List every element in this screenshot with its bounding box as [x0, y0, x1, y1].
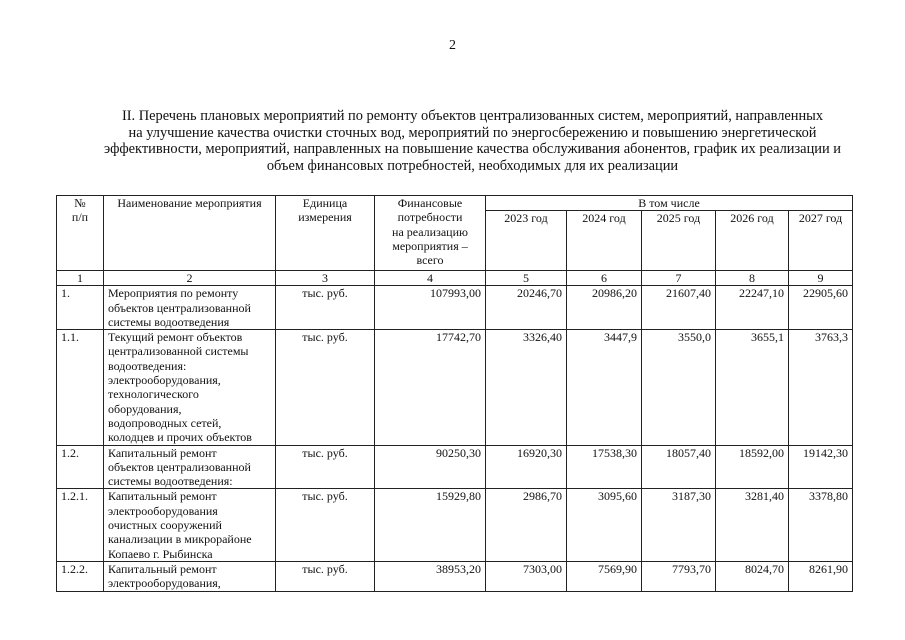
row-year-value: 3655,1 — [716, 330, 789, 445]
row-year-value: 20246,70 — [486, 286, 567, 330]
header-year: 2026 год — [716, 211, 789, 271]
row-unit: тыс. руб. — [276, 489, 375, 561]
row-name: Текущий ремонт объектов централизованной системы водоотведения: электрооборудования, технологического оборудования, водопроводных сетей, колодцев и прочих объектов — [104, 330, 276, 445]
column-number: 6 — [567, 271, 642, 286]
row-unit: тыс. руб. — [276, 561, 375, 591]
row-total: 107993,00 — [375, 286, 486, 330]
header-year: 2027 год — [789, 211, 853, 271]
row-num: 1.2.1. — [57, 489, 104, 561]
row-year-value: 22247,10 — [716, 286, 789, 330]
table-row — [57, 489, 853, 561]
heading-line: на улучшение качества очистки сточных вод, мероприятий по энергосбережению и повышению энергетической — [128, 124, 817, 141]
row-year-value: 16920,30 — [486, 445, 567, 489]
heading-line: объем финансовых потребностей, необходимых для их реализации — [266, 157, 679, 174]
header-unit: Единица измерения — [276, 196, 375, 271]
row-year-value: 3281,40 — [716, 489, 789, 561]
page-number: 2 — [449, 38, 456, 53]
heading-line: II. Перечень плановых мероприятий по ремонту объектов централизованных систем, мероприятий, направленных — [121, 108, 824, 124]
row-name: Капитальный ремонт объектов централизованной системы водоотведения: — [104, 445, 276, 489]
row-year-value: 8261,90 — [789, 561, 853, 591]
row-year-value: 3326,40 — [486, 330, 567, 445]
row-num: 1. — [57, 286, 104, 330]
row-year-value: 18057,40 — [642, 445, 716, 489]
column-number: 7 — [642, 271, 716, 286]
document-heading — [40, 108, 905, 174]
header-year: 2023 год — [486, 211, 567, 271]
row-year-value: 7793,70 — [642, 561, 716, 591]
row-year-value: 22905,60 — [789, 286, 853, 330]
column-number: 1 — [57, 271, 104, 286]
column-number: 5 — [486, 271, 567, 286]
row-year-value: 7303,00 — [486, 561, 567, 591]
header-year: 2024 год — [567, 211, 642, 271]
row-unit: тыс. руб. — [276, 445, 375, 489]
row-name: Капитальный ремонт электрооборудования очистных сооружений канализации в микрорайоне Копаево г. Рыбинска — [104, 489, 276, 561]
row-year-value: 3095,60 — [567, 489, 642, 561]
row-year-value: 21607,40 — [642, 286, 716, 330]
column-number-row — [57, 271, 853, 286]
row-num: 1.1. — [57, 330, 104, 445]
row-year-value: 3550,0 — [642, 330, 716, 445]
table-row — [57, 330, 853, 445]
row-name: Капитальный ремонт электрооборудования, — [104, 561, 276, 591]
column-number: 9 — [789, 271, 853, 286]
activities-table — [56, 195, 853, 592]
header-num: № п/п — [57, 196, 104, 271]
column-number: 8 — [716, 271, 789, 286]
row-year-value: 18592,00 — [716, 445, 789, 489]
row-year-value: 2986,70 — [486, 489, 567, 561]
header-year: 2025 год — [642, 211, 716, 271]
row-year-value: 3763,3 — [789, 330, 853, 445]
table-row — [57, 445, 853, 489]
row-num: 1.2.2. — [57, 561, 104, 591]
column-number: 3 — [276, 271, 375, 286]
row-unit: тыс. руб. — [276, 286, 375, 330]
row-total: 38953,20 — [375, 561, 486, 591]
row-year-value: 20986,20 — [567, 286, 642, 330]
row-total: 17742,70 — [375, 330, 486, 445]
row-total: 15929,80 — [375, 489, 486, 561]
row-year-value: 3187,30 — [642, 489, 716, 561]
row-year-value: 7569,90 — [567, 561, 642, 591]
table-row — [57, 561, 853, 591]
header-including: В том числе — [486, 196, 853, 211]
row-year-value: 3378,80 — [789, 489, 853, 561]
row-year-value: 17538,30 — [567, 445, 642, 489]
heading-line: эффективности, мероприятий, направленных на повышение качества обслуживания абонентов, график их реализации и — [104, 141, 841, 157]
row-num: 1.2. — [57, 445, 104, 489]
row-total: 90250,30 — [375, 445, 486, 489]
header-name: Наименование мероприятия — [104, 196, 276, 271]
row-year-value: 19142,30 — [789, 445, 853, 489]
row-year-value: 8024,70 — [716, 561, 789, 591]
row-name: Мероприятия по ремонту объектов централизованной системы водоотведения — [104, 286, 276, 330]
row-year-value: 3447,9 — [567, 330, 642, 445]
row-unit: тыс. руб. — [276, 330, 375, 445]
column-number: 4 — [375, 271, 486, 286]
table-row — [57, 286, 853, 330]
header-total: Финансовые потребности на реализацию мероприятия – всего — [375, 196, 486, 271]
column-number: 2 — [104, 271, 276, 286]
